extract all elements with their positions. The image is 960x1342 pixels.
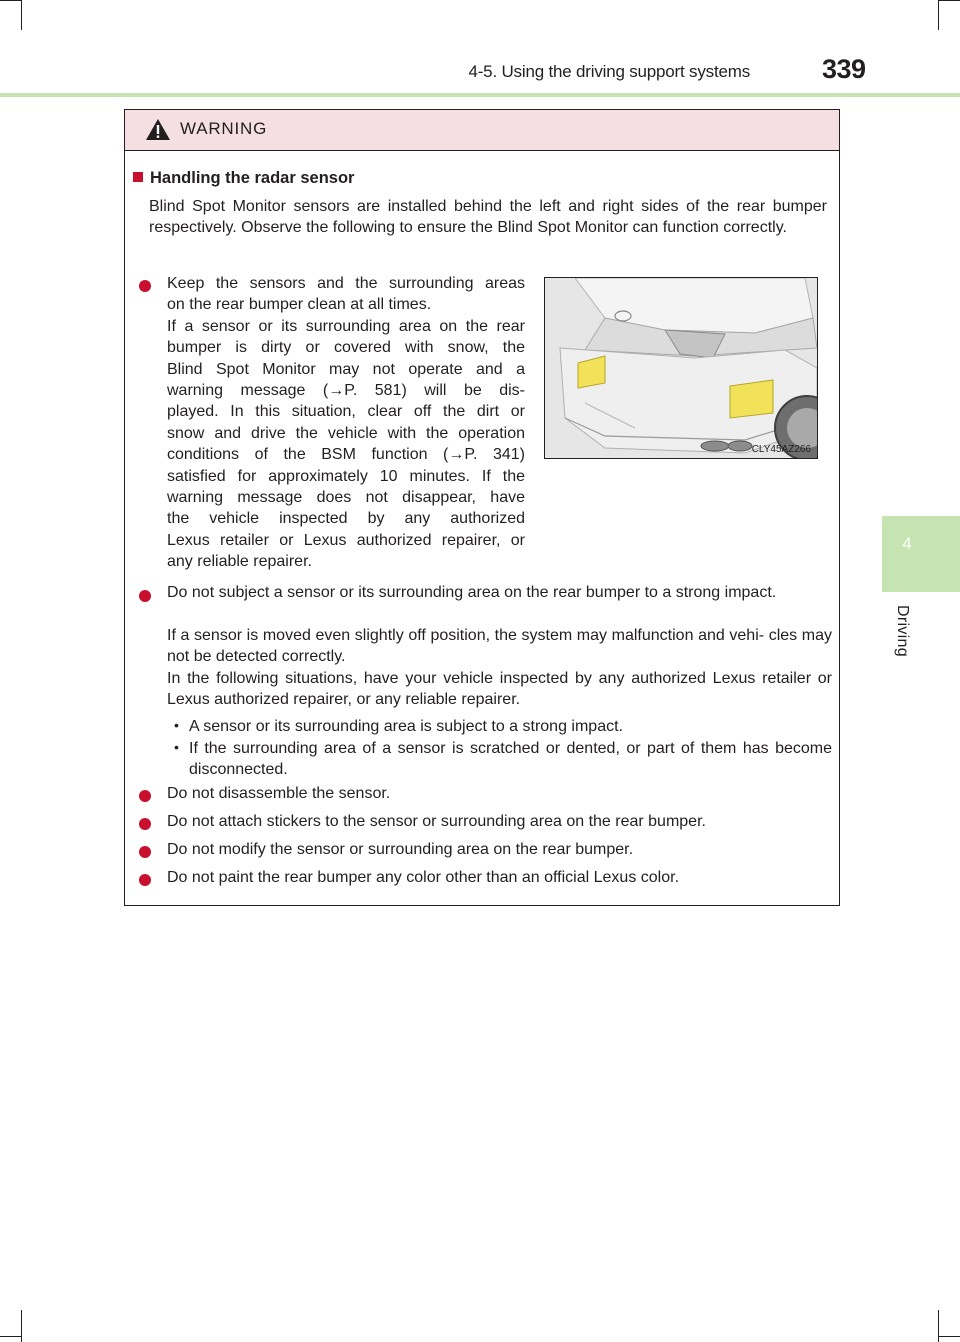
text-line: warning message (→P. 581) will be dis- bbox=[167, 382, 525, 400]
header-rule bbox=[0, 93, 960, 97]
crop-mark bbox=[0, 1336, 22, 1337]
crop-mark bbox=[938, 0, 939, 30]
bullet-impact: Do not subject a sensor or its surrounding area on the rear bumper to a strong impact. bbox=[167, 584, 777, 601]
bullet-dot bbox=[139, 590, 151, 602]
section-heading bbox=[133, 169, 354, 188]
bullet-dot bbox=[139, 790, 151, 802]
chapter-number: 4 bbox=[902, 534, 912, 553]
bullet-stickers: Do not attach stickers to the sensor or surrounding area on the rear bumper. bbox=[167, 813, 706, 830]
sub-bullet-dot: • bbox=[174, 739, 179, 755]
sub-item: If the surrounding area of a sensor is scratched or dented, or part of them has become disconnected. bbox=[189, 740, 832, 779]
intro-paragraph: Blind Spot Monitor sensors are installed behind the left and right sides of the rear bumper respectively. Observe the following to ensure the Blind Spot Monitor can function correctly. bbox=[149, 198, 827, 237]
bullet-dot bbox=[139, 874, 151, 886]
bullet-impact-detail: If a sensor is moved even slightly off position, the system may malfunction and vehi- cles may not be detected correctly. bbox=[167, 627, 832, 666]
page-number: 339 bbox=[822, 54, 866, 84]
text-line: played. In this situation, clear off the dirt or bbox=[167, 403, 525, 421]
text-line: bumper is dirty or covered with snow, the bbox=[167, 339, 525, 357]
section-heading-text: Handling the radar sensor bbox=[150, 169, 355, 187]
text-line: the vehicle inspected by any authorized bbox=[167, 510, 525, 528]
running-header: 4-5. Using the driving support systems bbox=[468, 62, 750, 81]
bullet-disassemble: Do not disassemble the sensor. bbox=[167, 785, 391, 802]
warning-header bbox=[125, 110, 839, 151]
figure-code: CLY45AZ266 bbox=[751, 444, 811, 455]
text-line: on the rear bumper clean at all times. bbox=[167, 296, 432, 314]
rear-bumper-figure bbox=[544, 277, 818, 459]
warning-triangle-icon bbox=[145, 118, 171, 141]
crop-mark bbox=[21, 0, 22, 30]
text-line: satisfied for approximately 10 minutes. If the bbox=[167, 467, 525, 485]
crop-mark bbox=[938, 0, 960, 1]
text-line: warning message does not disappear, have bbox=[167, 489, 525, 507]
car-rear-illustration bbox=[545, 278, 817, 458]
crop-mark bbox=[21, 1310, 22, 1342]
text-line: snow and drive the vehicle with the operation bbox=[167, 424, 525, 442]
sub-bullet-dot: • bbox=[174, 717, 179, 733]
sub-item: A sensor or its surrounding area is subject to a strong impact. bbox=[189, 718, 623, 735]
text-line: Keep the sensors and the surrounding areas bbox=[167, 275, 525, 292]
text-line: any reliable repairer. bbox=[167, 553, 312, 571]
warning-title: WARNING bbox=[180, 119, 268, 138]
chapter-label: Driving bbox=[894, 605, 911, 657]
bullet-impact-inspect: In the following situations, have your vehicle inspected by any authorized Lexus retailer or Lexus authorized repairer, or any reliable repairer. bbox=[167, 670, 832, 709]
bullet-dot bbox=[139, 818, 151, 830]
text-line: If a sensor or its surrounding area on the rear bbox=[167, 317, 525, 335]
chapter-tab[interactable] bbox=[882, 516, 960, 592]
warning-box bbox=[124, 109, 840, 906]
crop-mark bbox=[938, 1310, 939, 1342]
crop-mark bbox=[0, 0, 22, 1]
bullet-dot bbox=[139, 280, 151, 292]
text-line: conditions of the BSM function (→P. 341) bbox=[167, 446, 525, 464]
text-line: Lexus retailer or Lexus authorized repairer, or bbox=[167, 531, 525, 549]
text-line: Blind Spot Monitor may not operate and a bbox=[167, 360, 525, 378]
bullet-paint: Do not paint the rear bumper any color other than an official Lexus color. bbox=[167, 869, 680, 886]
crop-mark bbox=[938, 1336, 960, 1337]
bullet-modify: Do not modify the sensor or surrounding area on the rear bumper. bbox=[167, 841, 634, 858]
bullet-keep-clean bbox=[167, 273, 525, 573]
square-bullet-icon bbox=[133, 172, 143, 182]
bullet-dot bbox=[139, 846, 151, 858]
